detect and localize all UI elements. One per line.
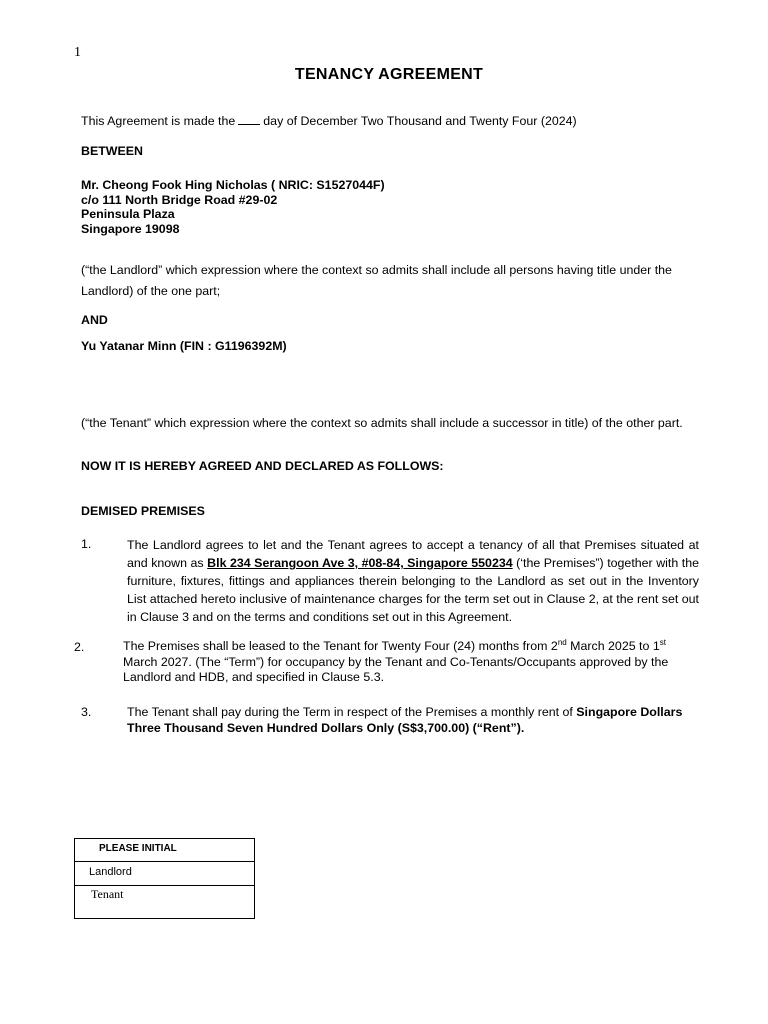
and-heading: AND [81, 313, 108, 327]
intro-paragraph [81, 111, 577, 131]
clause-1-part2: (‘the Premises”) together with the furniture, fixtures, fittings and appliances therein belonging to the Landlord as set out in the Inventory List attached hereto inclusive of maintenance charges for the term set out in Clause 2, at the rent set out in Clause 3 and on the terms and conditions set out in this Agreement. [127, 556, 699, 624]
initial-box-tenant: Tenant [91, 887, 124, 901]
intro-after: day of December Two Thousand and Twenty Four (2024) [263, 114, 577, 128]
rent-amount: Singapore Dollars Three Thousand Seven Hundred Dollars Only (S$3,700.00) (“Rent”). [127, 705, 683, 735]
between-heading: BETWEEN [81, 144, 143, 158]
clause-3-text [127, 704, 707, 736]
initial-box-header: PLEASE INITIAL [75, 839, 254, 862]
clause-2-part1: The Premises shall be leased to the Tenant for Twenty Four (24) months from 2 [123, 639, 558, 653]
initial-box-landlord: Landlord [75, 862, 254, 886]
page-number: 1 [74, 45, 81, 60]
clause-1-number: 1. [81, 537, 92, 551]
clause-2-sup1: nd [557, 637, 567, 647]
demised-premises-heading: DEMISED PREMISES [81, 504, 205, 518]
intro-before: This Agreement is made the [81, 114, 236, 128]
landlord-address-line2: Peninsula Plaza [81, 207, 175, 221]
premises-address: Blk 234 Serangoon Ave 3, #08-84, Singapore 550234 [207, 556, 513, 570]
clause-2-part2: March 2025 to 1 [570, 639, 660, 653]
clause-1-part1: The Landlord agrees to let and the Tenant agrees to accept a tenancy of all that Premises situated at and known as [127, 538, 699, 570]
clause-2-text [123, 639, 701, 686]
clause-1-text [127, 536, 699, 626]
landlord-description: (“the Landlord” which expression where the context so admits shall include all persons having title under the Landlord) of the one part; [81, 263, 672, 298]
initial-box [74, 838, 255, 919]
tenant-description: (“the Tenant” which expression where the context so admits shall include a successor in title) of the other part. [81, 416, 683, 430]
landlord-address-line1: c/o 111 North Bridge Road #29-02 [81, 192, 278, 207]
document-title: TENANCY AGREEMENT [294, 66, 484, 83]
clause-2-part3: March 2027. (The “Term”) for occupancy by the Tenant and Co-Tenants/Occupants approved by the Landlord and HDB, and specified in Clause 5.3. [123, 654, 669, 684]
clause-2-number: 2. [74, 640, 85, 654]
clause-3-number: 3. [81, 705, 92, 719]
agreement-declaration: NOW IT IS HEREBY AGREED AND DECLARED AS FOLLOWS: [81, 459, 444, 473]
landlord-address-line3: Singapore 19098 [81, 221, 180, 236]
date-blank [238, 114, 260, 125]
tenant-name: Yu Yatanar Minn (FIN : G1196392M) [81, 339, 287, 353]
landlord-name: Mr. Cheong Fook Hing Nicholas ( NRIC: S1527044F) [81, 178, 385, 192]
landlord-details [81, 178, 385, 236]
clause-3-part1: The Tenant shall pay during the Term in respect of the Premises a monthly rent of [127, 705, 573, 719]
clause-2-sup2: st [659, 637, 666, 647]
